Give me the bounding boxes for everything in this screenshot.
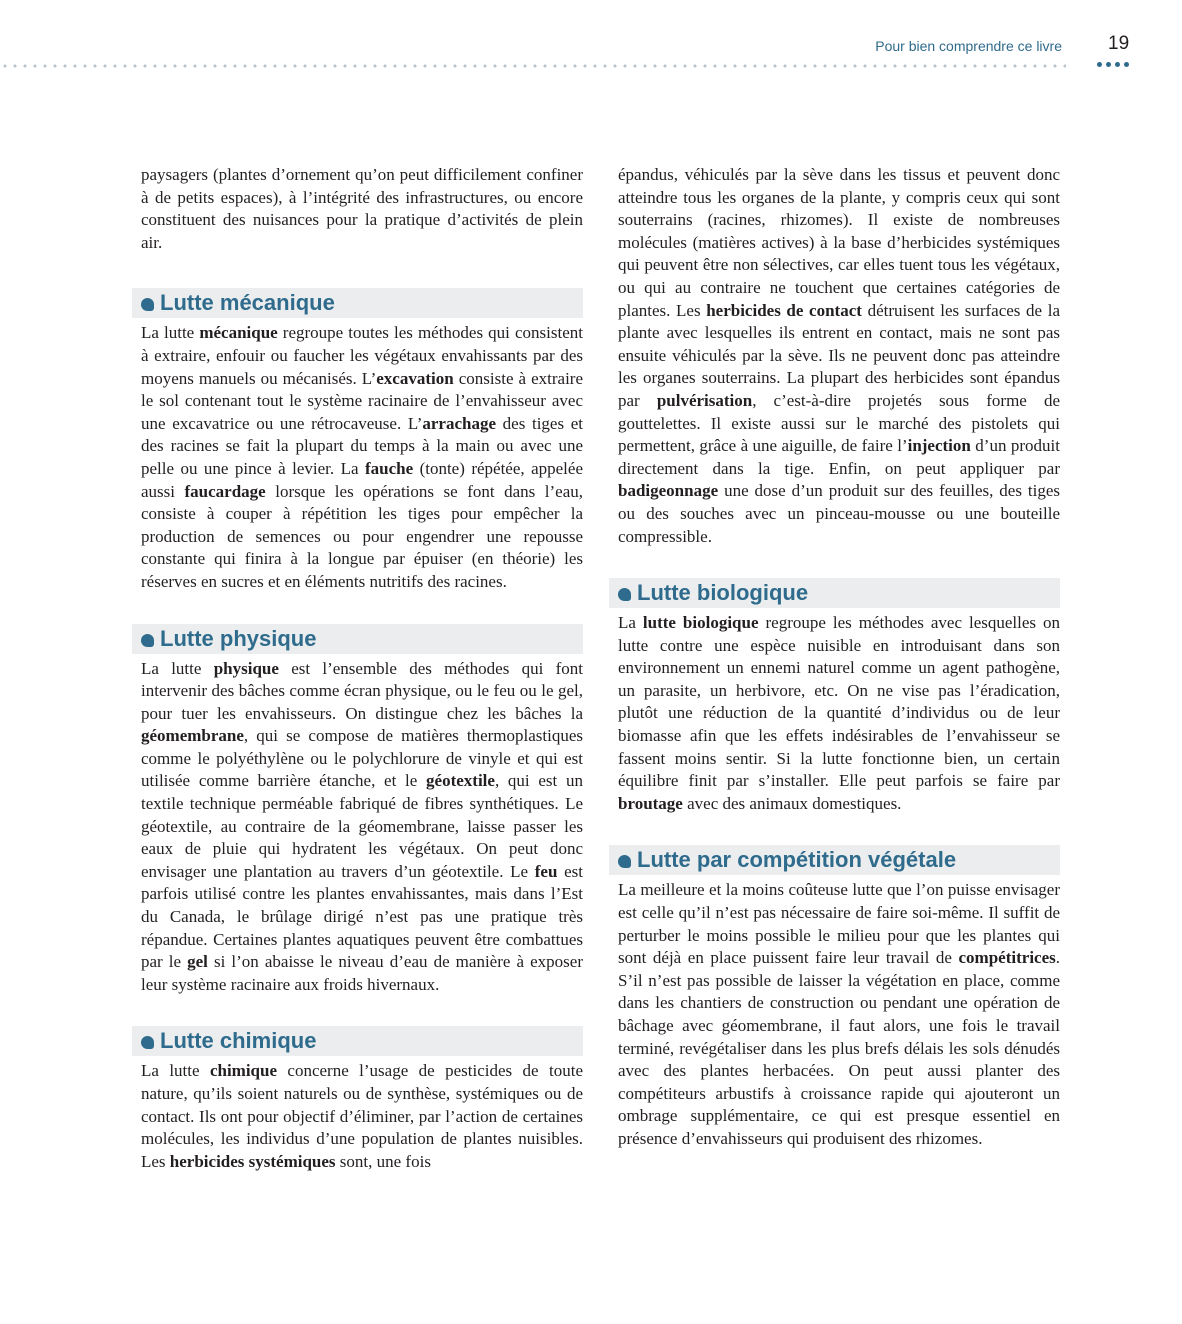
heading-bullet-icon	[618, 855, 631, 868]
section-body: La meilleure et la moins coûteuse lutte que l’on puisse envisager est celle qu’il n’est pas nécessaire de faire soi-même. Il suffit de perturber le moins possible le milieu pour que les plantes qui sont déjà en place puissent faire leur travail de compétitrices. S’il n’est pas possible de laisser la végétation en place, comme dans les chantiers de construction ou pendant une opération de bâchage avec géomembrane, il faut alors, une fois le travail terminé, revégétaliser dans les plus brefs délais les sols dénudés avec des plantes herbacées. On peut aussi planter des compétiteurs arbustifs à croissance rapide qui ajouteront un ombrage supplémentaire, ce qui est presque essentiel en présence d’envahisseurs qui produisent des rhizomes.	[618, 880, 1060, 1148]
section-lutte-physique	[141, 624, 583, 997]
page-number-dots	[1097, 62, 1133, 68]
section-title: Lutte par compétition végétale	[637, 847, 957, 873]
heading-bullet-icon	[618, 588, 631, 601]
section-title: Lutte chimique	[160, 1028, 317, 1054]
section-body: La lutte chimique concerne l’usage de pesticides de toute nature, qu’ils soient naturels ou de synthèse, systémiques ou de contact. Ils ont pour objectif d’éliminer, par l’action de certaines molécules, les individus d’une population de plantes nuisibles. Les herbicides systémiques sont, une fois	[141, 1061, 583, 1171]
section-body: La lutte biologique regroupe les méthodes avec lesquelles on lutte contre une espèce nuisible en introduisant dans son environnement un ennemi naturel comme un agent pathogène, un parasite, un herbivore, etc. On ne vise pas l’éradication, plutôt une réduction de la quantité d’individus ou de leur biomasse afin que les effets indésirables de l’envahisseur se fassent moins sentir. Si la lutte fonctionne bien, un certain équilibre finit par s’installer. Elle peut parfois se faire par broutage avec des animaux domestiques.	[618, 613, 1060, 813]
section-lutte-competition	[618, 845, 1060, 1150]
heading-bullet-icon	[141, 298, 154, 311]
section-heading-mecanique	[132, 288, 583, 318]
running-header-title: Pour bien comprendre ce livre	[875, 38, 1062, 54]
header-dotted-rule	[0, 64, 1066, 68]
section-body: La lutte mécanique regroupe toutes les méthodes qui consistent à extraire, enfouir ou faucher les végétaux envahissants par des moyens manuels ou mécanisés. L’excavation consiste à extraire le sol contenant tout le système racinaire de l’envahisseur avec une excavatrice ou une rétrocaveuse. L’arrachage des tiges et des racines se fait la plupart du temps à la main ou avec une pelle ou une pince à levier. La fauche (tonte) répétée, appelée aussi faucardage lorsque les opérations se font dans l’eau, consiste à couper à répétition les tiges pour empêcher la production de semences ou pour engendrer une repousse constante qui finira à la longue par épuiser (en théorie) les réserves en sucres et en éléments nutritifs des racines.	[141, 323, 583, 591]
page-number: 19	[1108, 33, 1130, 54]
section-heading-chimique	[132, 1026, 583, 1056]
section-heading-biologique	[609, 578, 1060, 608]
section-heading-competition	[609, 845, 1060, 875]
section-lutte-biologique	[618, 578, 1060, 815]
section-heading-physique	[132, 624, 583, 654]
heading-bullet-icon	[141, 1036, 154, 1049]
section-lutte-mecanique	[141, 288, 583, 593]
left-column	[141, 164, 583, 1173]
intro-paragraph: paysagers (plantes d’ornement qu’on peut difficilement confiner à de petits espaces), à l’intégrité des infrastructures, ou encore constituent des nuisances pour la pratique d’activités de plein air.	[141, 165, 583, 252]
section-title: Lutte mécanique	[160, 290, 335, 316]
section-title: Lutte physique	[160, 625, 317, 651]
section-body: La lutte physique est l’ensemble des méthodes qui font intervenir des bâches comme écran physique, ou le feu ou le gel, pour tuer les envahisseurs. On distingue chez les bâches la géomembrane, qui se compose de matières thermoplastiques comme le polyéthylène ou le polychlorure de vinyle et qui est utilisée comme barrière étanche, et le géotextile, qui est un textile technique perméable fabriqué de fibres synthétiques. Le géotextile, au contraire de la géomembrane, laisse passer les eaux de pluie qui hydratent les végétaux. On peut donc envisager une plantation au travers d’un géotextile. Le feu est parfois utilisé contre les plantes envahissantes, mais dans l’Est du Canada, le brûlage dirigé n’est pas une pratique très répandue. Certaines plantes aquatiques peuvent être combattues par le gel si l’on abaisse le niveau d’eau de manière à exposer leur système racinaire aux froids hivernaux.	[141, 658, 583, 994]
section-lutte-chimique	[141, 1026, 583, 1173]
heading-bullet-icon	[141, 634, 154, 647]
chimique-continuation: épandus, véhiculés par la sève dans les tissus et peuvent donc atteindre tous les organes de la plante, y compris ceux qui sont souterrains (racines, rhizomes). Il existe de nombreuses molécules (matières actives) à la base d’herbicides systémiques qui peuvent être non sélectives, car elles tuent tous les végétaux, ou qui au contraire ne touchent que certaines catégories de plantes. Les herbicides de contact détruisent les surfaces de la plante avec lesquelles ils entrent en contact, mais ne sont pas ensuite véhiculés par la sève. Ils ne peuvent donc pas atteindre les organes souterrains. La plupart des herbicides sont épandus par pulvérisation, c’est-à-dire projetés sous forme de gouttelettes. Il existe aussi sur le marché des pistolets qui permettent, grâce à une aiguille, de faire l’injection d’un produit directement dans la tige. Enfin, on peut appliquer par badigeonnage une dose d’un produit sur des feuilles, des tiges ou des souches avec un pinceau-mousse ou une bouteille compressible.	[618, 165, 1060, 546]
section-title: Lutte biologique	[637, 580, 809, 606]
right-column	[618, 164, 1060, 1151]
